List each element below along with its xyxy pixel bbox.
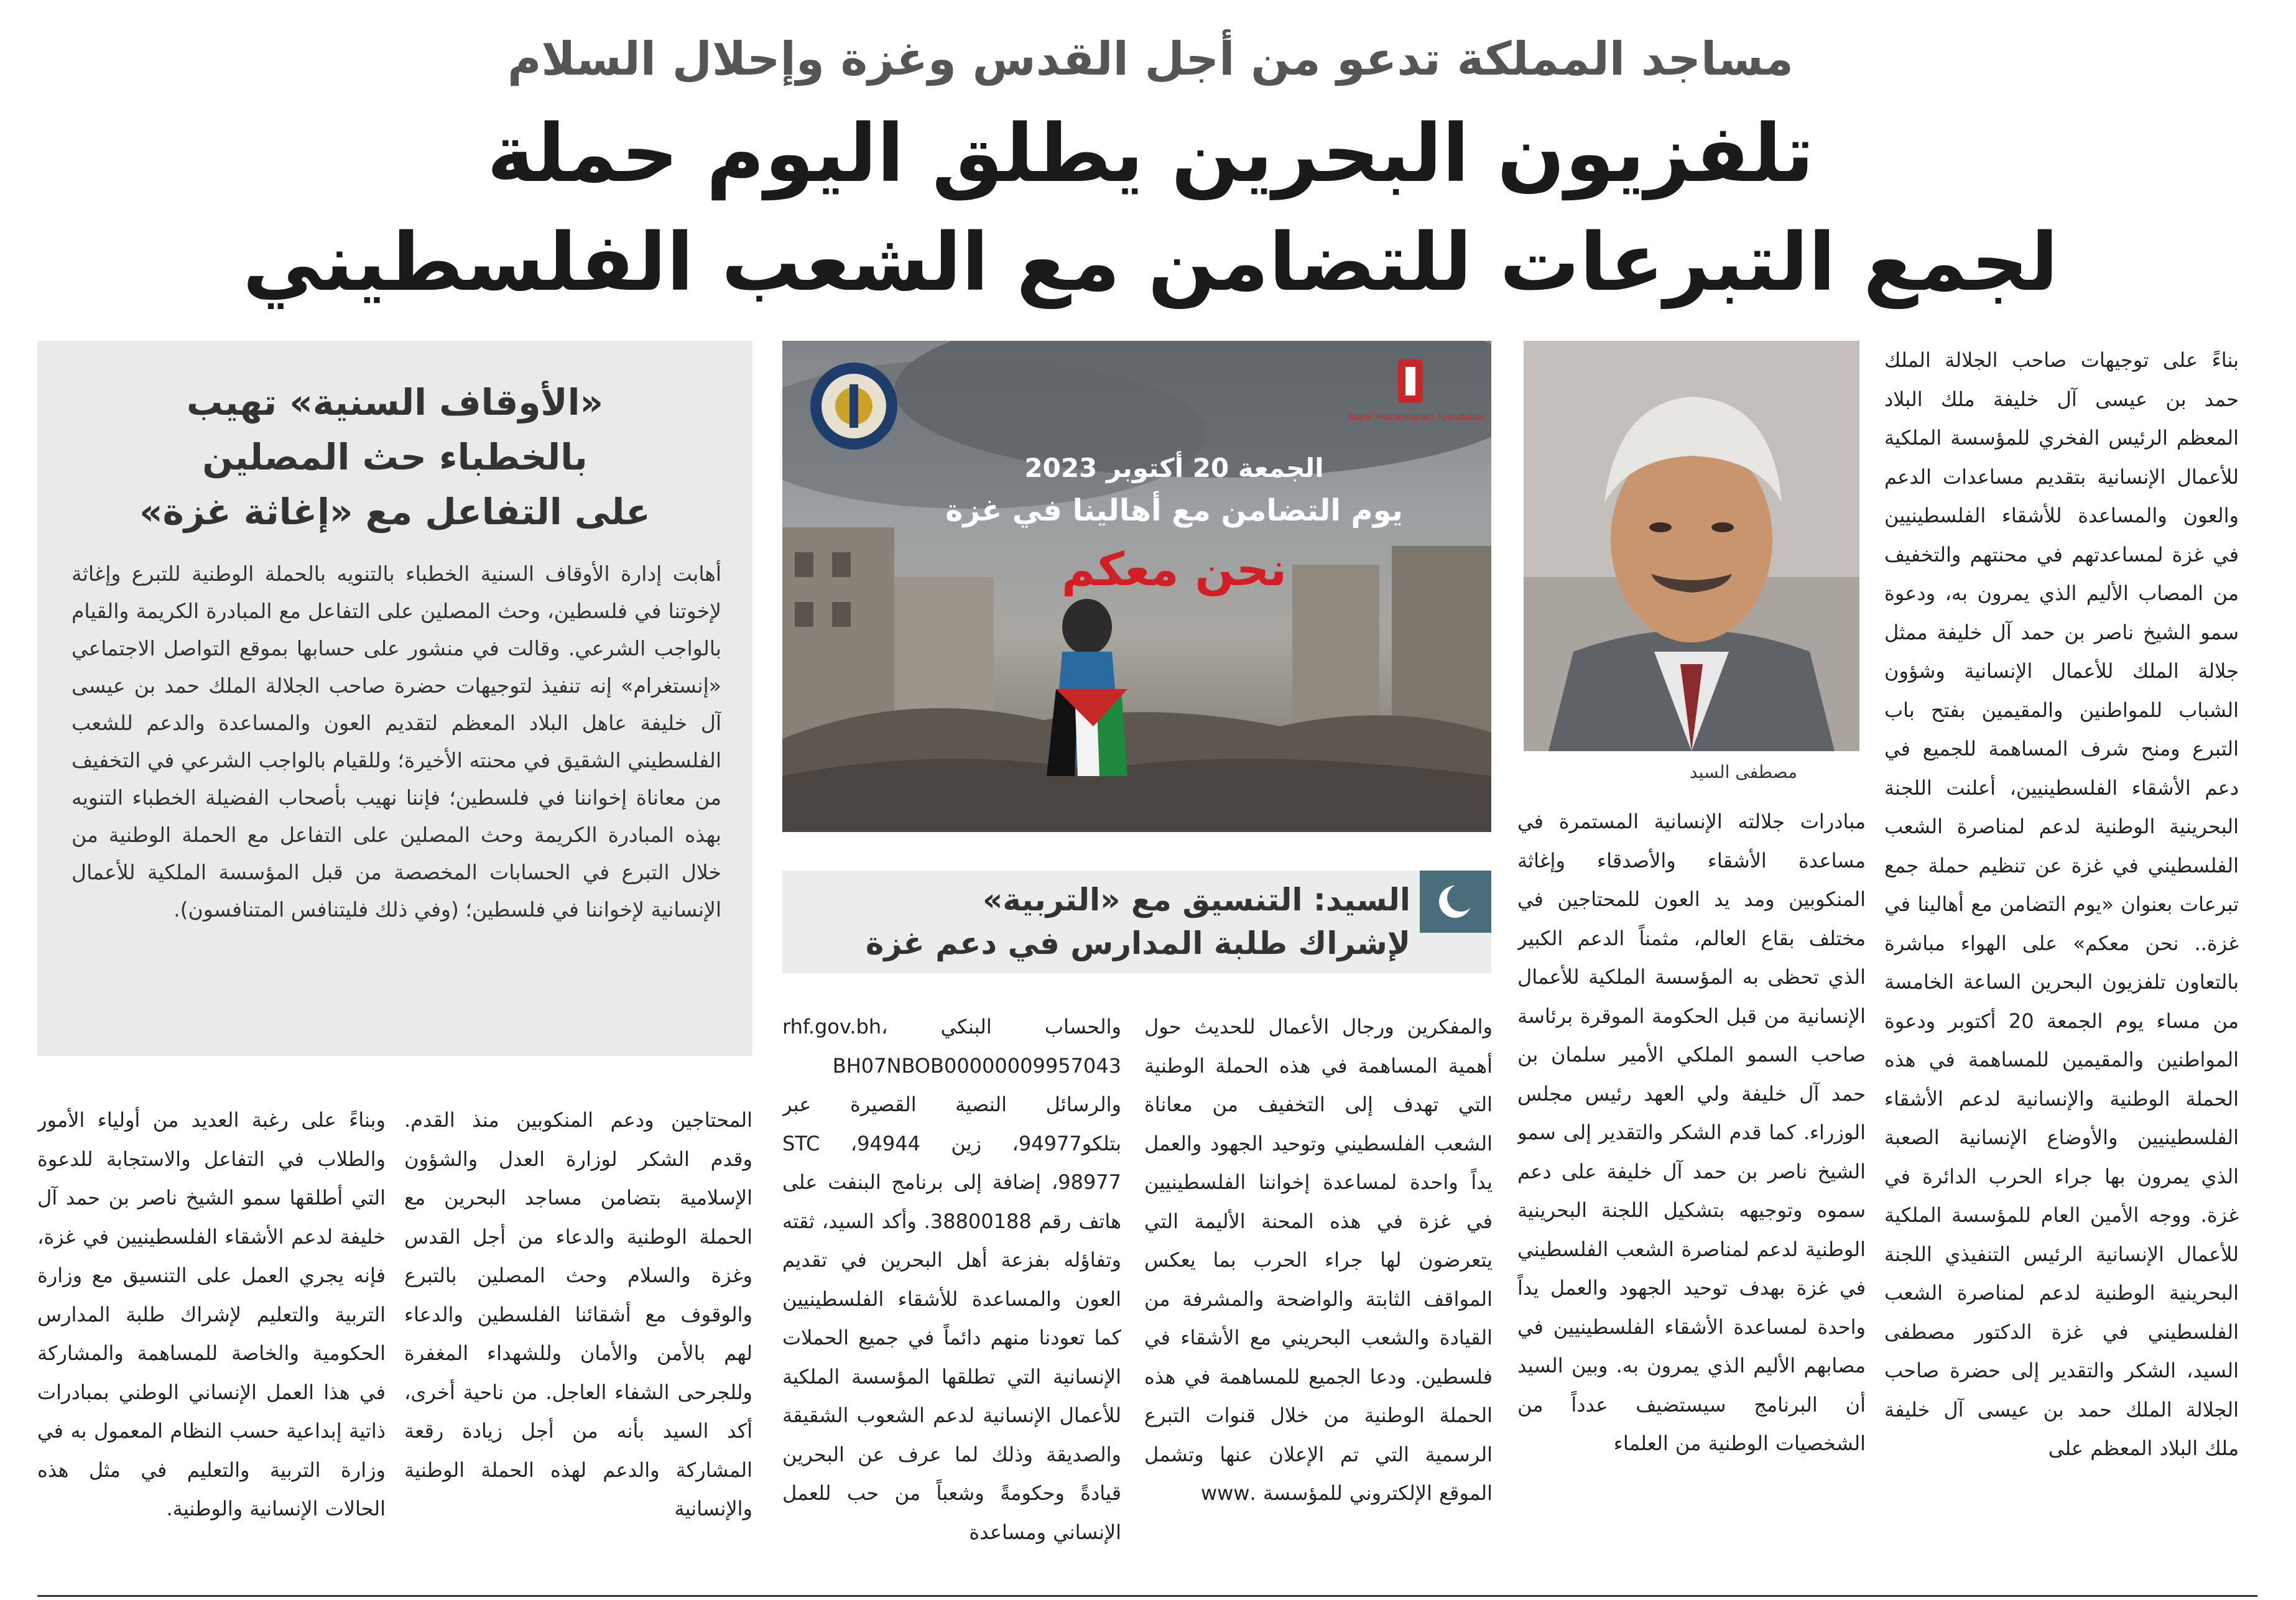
rhf-emblem-icon (1348, 353, 1473, 409)
crescent-icon (1420, 871, 1491, 933)
subheading-line-1: السيد: التنسيق مع «التربية» (982, 882, 1410, 918)
side-title-line-2: بالخطباء حث المصلين (202, 436, 588, 478)
headline (124, 99, 2177, 317)
column-4-iban: BH07NBOB00000009957043 (832, 1053, 1121, 1078)
side-article-box (37, 341, 752, 1056)
poster-date: الجمعة 20 أكتوبر 2023 (1024, 453, 1324, 483)
column-5-text: المحتاجين ودعم المنكوبين منذ القدم. وقدم الشكر لوزارة العدل والشؤون الإسلامية بتضامن مساجد البحرين مع الحملة الوطنية والدعاء من أجل القدس وغزة والسلام وحث المصلين بالتبرع والوقوف مع أشقائنا الفلسطين والدعاء لهم بالأمن والأمان وللشهداء المغفرة وللجرحى الشفاء العاجل. من ناحية أخرى، أكد السيد بأنه من أجل زيادة رقعة المشاركة والدعم لهذه الحملة الوطنية والإنسانية (404, 1108, 752, 1520)
column-4-website: rhf.gov.bh، والحساب البنكي (782, 1015, 1121, 1038)
committee-emblem-icon (807, 359, 900, 453)
subheading-line-2: لإشراك طلبة المدارس في دعم غزة (865, 925, 1410, 961)
rhf-logo (1348, 353, 1486, 434)
side-article-body: أهابت إدارة الأوقاف السنية الخطباء بالتنويه بالحملة الوطنية للتبرع وإغاثة لإخوتنا في فلسطين، وحث المصلين على التفاعل مع المبادرة الكريمة والقيام بالواجب الشرعي. وقالت في منشور على حسابها بموقع التواصل الاجتماعي «إنستغرام» إنه تنفيذ لتوجيهات حضرة صاحب الجلالة الملك حمد بن عيسى آل خليفة عاهل البلاد المعظم لتقديم العون والمساعدة والدعم للشعب الفلسطيني الشقيق في محنته الأخيرة؛ وللقيام بالواجب الشرعي في التخفيف من معاناة إخواننا في فلسطين؛ فإننا نهيب بأصحاب الفضيلة الخطباء التنويه بهذه المبادرة الكريمة وحث المصلين على التفاعل مع الحملة الوطنية من خلال التبرع في الحسابات المخصصة من قبل المؤسسة الملكية للأعمال الإنسانية لإخواننا في فلسطين؛ (وفي ذلك فليتنافس المتنافسون). (72, 562, 721, 922)
subheading-box (782, 871, 1491, 973)
rhf-logo-text: Royal Humanitarian Foundation (1348, 412, 1486, 422)
column-2-text: مبادرات جلالته الإنسانية المستمرة في مساعدة الأشقاء والأصدقاء وإغاثة المنكوبين ومد يد العون للمحتاجين في مختلف بقاع العالم، مثمناً الدعم الكبير الذي تحظى به المؤسسة الملكية للأعمال الإنسانية من قبل الحكومة الموقرة برئاسة صاحب السمو الملكي الأمير سلمان بن حمد آل خليفة ولي العهد رئيس مجلس الوزراء. كما قدم الشكر والتقدير إلى سمو الشيخ ناصر بن حمد آل خليفة على دعم سموه وتوجيهه بتشكيل اللجنة البحرينية الوطنية لدعم لمناصرة الشعب الفلسطيني في غزة بهدف توحيد الجهود والعمل يداً واحدة لمساعدة الأشقاء الفلسطينيين في مصابهم الأليم الذي يمرون به. وبين السيد أن البرنامج سيستضيف عدداً من الشخصيات الوطنية من العلماء (1517, 810, 1866, 1455)
portrait-illustration (1524, 341, 1859, 751)
column-1-text: بناءً على توجيهات صاحب الجلالة الملك حمد بن عيسى آل خليفة ملك البلاد المعظم الرئيس الفخري للمؤسسة الملكية للأعمال الإنسانية بتقديم مساعدات الدعم والعون والمساعدة للأشقاء الفلسطينيين في غزة لمساعدتهم في محنتهم والتخفيف من المصاب الأليم الذي يمرون به، ودعوة سمو الشيخ ناصر بن حمد آل خليفة ممثل جلالة الملك للأعمال الإنسانية وشؤون الشباب للمواطنين والمقيمين بفتح باب التبرع ومنح شرف المساهمة للجميع في دعم الأشقاء الفلسطينيين، أعلنت اللجنة البحرينية الوطنية لدعم لمناصرة الشعب الفلسطيني في غزة عن تنظيم حملة جمع تبرعات بعنوان «يوم التضامن مع أهالينا في غزة.. نحن معكم» على الهواء مباشرة بالتعاون تلفزيون البحرين الساعة الخامسة من مساء يوم الجمعة 20 أكتوبر ودعوة المواطنين والمقيمين للمساهمة في هذه الحملة الوطنية والإنسانية لدعم الأشقاء الفلسطينيين والأوضاع الإنسانية الصعبة الذي يمرون بها جراء الحرب الدائرة في غزة. ووجه الأمين العام للمؤسسة الملكية للأعمال الإنسانية الرئيس التنفيذي اللجنة البحرينية الوطنية لدعم لمناصرة الشعب الفلسطيني في غزة الدكتور مصطفى السيد، الشكر والتقدير إلى حضرة صاحب الجلالة الملك حمد بن عيسى آل خليفة ملك البلاد المعظم على (1884, 348, 2239, 1460)
subheading (820, 878, 1410, 971)
side-article-title (62, 375, 728, 543)
poster-slogan: نحن معكم (1061, 543, 1287, 596)
column-6-text: وبناءً على رغبة العديد من أولياء الأمور والطلاب في التفاعل والاستجابة للدعوة التي أطلقها سمو الشيخ ناصر بن حمد آل خليفة لدعم الأشقاء الفلسطينيين في غزة، فإنه يجري العمل على التنسيق مع وزارة التربية والتعليم لإشراك طلبة المدارس الحكومية والخاصة للمساهمة والمشاركة في هذا العمل الإنساني الوطني بمبادرات ذاتية إبداعية حسب النظام المعمول به في وزارة التربية والتعليم في مثل هذه الحالات الإنسانية والوطنية. (37, 1108, 386, 1520)
article-column-1 (1884, 341, 2239, 1578)
headline-line-1: تلفزيون البحرين يطلق اليوم حملة (487, 108, 1814, 200)
portrait-photo (1524, 341, 1859, 751)
photo-caption: مصطفى السيد (1689, 762, 1797, 782)
column-4-text (782, 1007, 1121, 1551)
article-column-6 (37, 1101, 386, 1579)
article-column-5 (404, 1101, 752, 1579)
kicker: مساجد المملكة تدعو من أجل القدس وغزة وإحلال السلام (507, 32, 1794, 86)
column-4-body: والرسائل النصية القصيرة عبر بتلكو94977، زين 94944، STC 98977، إضافة إلى برنامج البنفت على هاتف رقم 38800188. وأكد السيد، ثقته وتفاؤله بفزعة أهل البحرين في تقديم العون والمساعدة للأشقاء الفلسطينيين كما تعودنا منهم دائماً في جميع الحملات الإنسانية التي تطلقها المؤسسة الملكية للأعمال الإنسانية لدعم الشعوب الشقيقة والصديقة وذلك لما عرف عن البحرين قيادةً وحكومةً وشعباً من حب للعمل الإنساني ومساعدة (782, 1093, 1121, 1544)
article-column-2 (1517, 802, 1866, 1579)
national-committee-logo (807, 359, 900, 453)
article-column-4 (782, 1007, 1121, 1579)
side-title-line-3: على التفاعل مع «إغاثة غزة» (139, 491, 650, 533)
article-column-3 (1144, 1007, 1493, 1579)
side-title-line-1: «الأوقاف السنية» تهيب (187, 381, 603, 423)
bottom-rule (37, 1595, 2257, 1597)
poster-tagline: يوم التضامن مع أهالينا في غزة (945, 493, 1403, 528)
campaign-poster (782, 341, 1491, 832)
headline-line-2: لجمع التبرعات للتضامن مع الشعب الفلسطيني (243, 216, 2058, 309)
column-3-text: والمفكرين ورجال الأعمال للحديث حول أهمية المساهمة في هذه الحملة الوطنية التي تهدف إلى التخفيف من معاناة الشعب الفلسطيني وتوحيد الجهود والعمل يداً واحدة لمساعدة إخواننا الفلسطينيين في غزة في هذه المحنة الأليمة التي يتعرضون لها جراء الحرب بما يعكس المواقف الثابتة والواضحة والمشرفة من القيادة والشعب البحريني مع الأشقاء في فلسطين. ودعا الجميع للمساهمة في هذه الحملة الوطنية من خلال قنوات التبرع الرسمية التي تم الإعلان عنها وتشمل الموقع الإلكتروني للمؤسسة .www (1144, 1015, 1493, 1505)
